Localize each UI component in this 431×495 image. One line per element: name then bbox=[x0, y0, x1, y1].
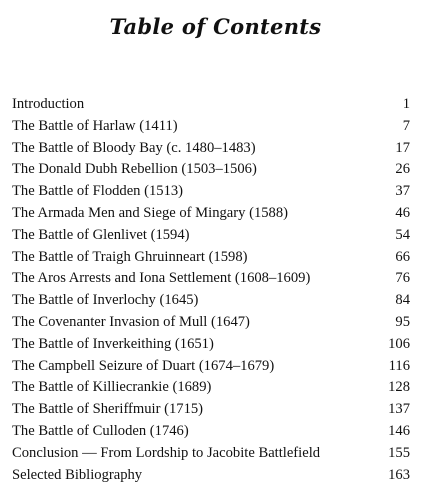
toc-entry-page-number: 76 bbox=[395, 270, 410, 287]
toc-entry-page-number: 84 bbox=[395, 292, 410, 309]
toc-entry-page-number: 54 bbox=[395, 226, 410, 243]
toc-entry[interactable] bbox=[12, 116, 410, 138]
toc-entry-title: The Battle of Inverlochy (1645) bbox=[12, 292, 199, 309]
toc-entry-title: The Armada Men and Siege of Mingary (1588) bbox=[12, 204, 288, 221]
toc-entry-title: The Battle of Harlaw (1411) bbox=[12, 117, 178, 134]
toc-entry-page-number: 95 bbox=[395, 313, 410, 330]
toc-entry[interactable] bbox=[12, 181, 410, 203]
toc-entry-title: The Battle of Inverkeithing (1651) bbox=[12, 335, 214, 352]
toc-entry[interactable] bbox=[12, 268, 410, 290]
toc-entry[interactable] bbox=[12, 399, 410, 421]
toc-entry[interactable] bbox=[12, 247, 410, 269]
toc-entry[interactable] bbox=[12, 465, 410, 487]
toc-entry-title: Selected Bibliography bbox=[12, 466, 143, 483]
toc-entry[interactable] bbox=[12, 421, 410, 443]
toc-entry-page-number: 116 bbox=[388, 357, 410, 374]
toc-entry-title: The Battle of Glenlivet (1594) bbox=[12, 226, 190, 243]
toc-entry[interactable] bbox=[12, 290, 410, 312]
toc-entry[interactable] bbox=[12, 225, 410, 247]
toc-entry-title: The Battle of Killiecrankie (1689) bbox=[12, 379, 212, 396]
toc-entry-page-number: 128 bbox=[388, 379, 410, 396]
toc-entry-page-number: 7 bbox=[402, 117, 410, 134]
toc-entry-page-number: 1 bbox=[402, 96, 410, 112]
toc-entry-title: The Donald Dubh Rebellion (1503–1506) bbox=[12, 161, 257, 178]
toc-entry-page-number: 155 bbox=[388, 444, 410, 461]
toc-entry[interactable] bbox=[12, 443, 410, 465]
toc-entry[interactable] bbox=[12, 377, 410, 399]
toc-entry[interactable] bbox=[12, 94, 410, 116]
toc-entry-page-number: 26 bbox=[395, 161, 410, 178]
toc-entry-title: The Battle of Traigh Ghruinneart (1598) bbox=[12, 248, 248, 265]
toc-entry[interactable] bbox=[12, 138, 410, 160]
toc-entry-page-number: 137 bbox=[388, 401, 410, 418]
toc-entry-title: The Battle of Flodden (1513) bbox=[12, 183, 184, 200]
table-of-contents bbox=[12, 94, 410, 486]
toc-entry-page-number: 17 bbox=[395, 139, 410, 156]
toc-entry[interactable] bbox=[12, 159, 410, 181]
toc-entry[interactable] bbox=[12, 203, 410, 225]
toc-entry-page-number: 37 bbox=[395, 183, 410, 200]
toc-entry-title: The Aros Arrests and Iona Settlement (1608–1609) bbox=[12, 270, 311, 287]
page-title: Table of Contents bbox=[109, 14, 322, 39]
toc-entry-title: Conclusion — From Lordship to Jacobite Battlefield bbox=[12, 444, 321, 461]
toc-entry-title: The Battle of Sheriffmuir (1715) bbox=[12, 401, 204, 418]
toc-entry-title: Introduction bbox=[12, 96, 85, 112]
toc-entry-page-number: 146 bbox=[388, 422, 410, 439]
toc-entry-title: The Campbell Seizure of Duart (1674–1679) bbox=[12, 357, 275, 374]
toc-entry-page-number: 106 bbox=[388, 335, 410, 352]
toc-entry-page-number: 163 bbox=[388, 466, 410, 483]
toc-entry-title: The Covenanter Invasion of Mull (1647) bbox=[12, 313, 250, 330]
toc-entry-title: The Battle of Culloden (1746) bbox=[12, 422, 189, 439]
toc-entry-title: The Battle of Bloody Bay (c. 1480–1483) bbox=[12, 139, 256, 156]
toc-entry[interactable] bbox=[12, 356, 410, 378]
toc-entry[interactable] bbox=[12, 334, 410, 356]
toc-entry-page-number: 66 bbox=[395, 248, 410, 265]
toc-entry[interactable] bbox=[12, 312, 410, 334]
toc-entry-page-number: 46 bbox=[395, 204, 410, 221]
